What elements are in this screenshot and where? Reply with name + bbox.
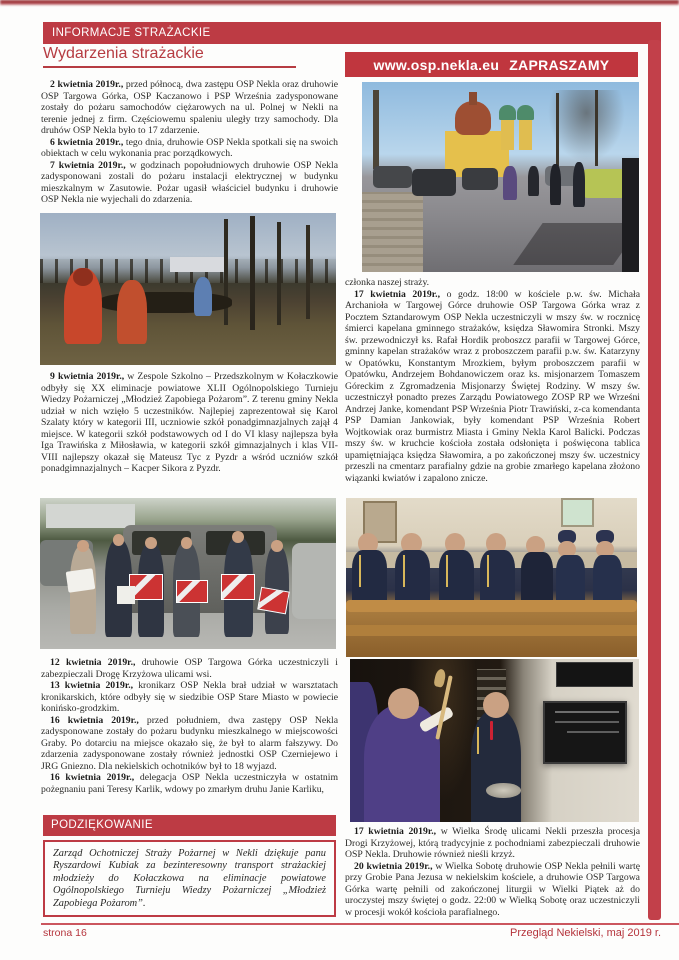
paragraph-text: o godz. 18:00 w kościele p.w. św. Michała Archanioła w Targowej Górce druhowie OSP Targowa Górka wraz z Pocztem Sztandarowym OSP Nekla uczestniczyli w mszy św. w rocznicę śmierci kapelana gminnego strażaków, księdza Sławomira Stronki. Mszy św. przewodniczył ks. Rafał Hordik proboszcz parafii w Targowej Górce, gminny kapelan strażaków wraz z proboszczem parafii p.w. św. Katarzyny w Opatówku, Konstantym Mrozkiem, byłym proboszczem parafii w Opatówku, Andrzejem Bohdanowiczem oraz ks. misjonarzem Tomaszem Góreckim z Zgromadzenia Misjonarzy Świętej Rodziny. W mszy św. uczestniczył ponadto prezes Zarządu Powiatowego ZOSP RP we Wrześni Andrzej Janke, komendant PSP Września Piotr Trawiński, z-ca komendanta PSP Damian Jankowiak, były komendant PSP Września Robert Wojtkowiak oraz burmistrz Miasta i Gminy Nekla Karol Balicki. Podczas mszy św. w kruchcie kościoła została odsłonięta i poświęcona tablica upamiętniająca księdza Sławomira, a po zakończonej mszy św. uczestnicy przeszli na cmentarz parafialny gdzie na grobie zmarłego kapelana złożono wiązanki kwiatów i zapalono znicze.	[345, 288, 640, 484]
person-orange-hoodie	[117, 280, 147, 344]
gold-aiguillette	[477, 727, 479, 753]
paragraph-text: kronikarz OSP Nekla brał udział w warsztatach kronikarskich, które odbyły się w siedzibie OSP Stare Miasto w powiecie konińsko-grodzkim.	[41, 680, 338, 714]
gold-aiguillette	[446, 555, 448, 587]
date-lead: 17 kwietnia 2019r.,	[354, 826, 437, 837]
tree-trunk	[556, 93, 559, 165]
continuation-text: członka naszej straży.	[345, 277, 430, 288]
building	[170, 257, 226, 272]
website-cta: ZAPRASZAMY	[509, 56, 610, 73]
paragraph-text: delegacja OSP Nekla uczestniczyła w ostatnim pożegnaniu pani Teresy Karlik, wdowy po zmarłym druhu Janie Karliku,	[41, 772, 338, 795]
publication-credit: Przegląd Nekielski, maj 2019 r.	[509, 927, 661, 939]
tree-trunk	[306, 225, 310, 319]
date-lead: 20 kwietnia 2019r.,	[354, 860, 433, 872]
news-block-april-12-16	[41, 657, 338, 795]
tree-trunk	[224, 219, 228, 325]
plaque-text-line	[555, 711, 619, 713]
tower-cap	[517, 105, 534, 120]
news-paragraph	[41, 137, 338, 160]
dome-lantern	[469, 92, 477, 105]
paragraph-text: w Wielka Środę ulicami Nekli przeszła procesja Drogi Krzyżowej, którą tradycyjnie z pochodniami zabezpieczali druhowie OSP Nekla. Druhowie również nieśli krzyż.	[345, 826, 640, 860]
gold-aiguillette	[487, 555, 489, 587]
paragraph-text: w Zespole Szkolno – Przedszkolnym w Kołaczkowie odbyły się XX eliminacje powiatowe XLII Ogólnopolskiego Turnieju Wiedzy Pożarniczej „Młodzież Zapobiega Pożarom”. Z terenu gminy Nekla udział w nich wzięło 5 uczestników. Najlepiej zaprezentował się Karol Szalaty który w kategorii III, uczniowie szkół ponadgimnazjalnych zajął 4 miejsce. W kategorii szkół podstawowych od I do VI klasy najlepsza była Iga Trawińska z Miłosławia, w kategorii szkół gimnazjalnych i klas VII-VIII najlepszy okazał się Mateusz Tyc z Pyzdr a wśród uczniów szkół ponadgimnazjalnych – Kacper Sikora z Pyzdr.	[41, 371, 338, 474]
church-dome	[455, 101, 491, 135]
date-lead: 6 kwietnia 2019r.,	[50, 136, 124, 148]
prize-box	[221, 574, 256, 600]
building	[46, 504, 135, 528]
news-paragraph	[345, 826, 640, 861]
date-lead: 12 kwietnia 2019r.,	[50, 657, 136, 668]
website-url: www.osp.nekla.eu	[373, 56, 500, 73]
news-paragraph	[345, 861, 640, 919]
paragraph-text: w Wielka Sobotę druhowie OSP Nekla pełnili wartę przy Grobie Pana Jezusa w nekielskim kościele, a druhowie OSP Targowa Górka wartę pełnili od zakończonej liturgii w Wielki Piątek aż do uroczystej mszy świętej o godz. 22:00 w Wielką Sobotę oraz uczestniczyli w procesji wokół kościoła parafialnego.	[345, 860, 640, 918]
thanks-body: Zarząd Ochotniczej Straży Pożarnej w Nekli dziękuje panu Ryszardowi Kubiak za bezinteresowny transport strażackiej młodzieży do Kołaczkowa na eliminacje powiatowe Ogólnopolskiego Turnieju Wiedzy Pożarniczej „Młodzież Zapobiega Pożarom”.	[53, 848, 326, 909]
page-title: Wydarzenia strażackie	[43, 45, 204, 62]
car-dark	[462, 168, 498, 191]
news-block-april-17-20	[345, 826, 640, 918]
thanks-box	[43, 840, 336, 917]
firefighter-head	[483, 692, 509, 718]
firefighter-uniform	[573, 162, 585, 208]
news-paragraph	[345, 289, 640, 485]
paragraph-text: przed północą, dwa zastępu OSP Nekla oraz druhowie OSP Targowa Górka, OSP Kaczanowo i PSP Września zadysponowane zostały do pożaru samochodów ciężarowych na ul. Polnej w Nekli na terenie jednej z firm. Częściowemu spaleniu uległy trzy samochody. Dla druhów OSP Nekla było to 17 zdarzenie.	[41, 79, 338, 136]
utility-pole	[373, 90, 379, 170]
bystander	[622, 158, 639, 272]
news-paragraph	[41, 160, 338, 206]
plaque-upper	[556, 662, 633, 687]
person-blue-shirt	[194, 277, 212, 317]
stained-window	[561, 498, 594, 527]
figure-dark	[528, 166, 539, 196]
title-underline	[43, 66, 296, 68]
holy-water-vessel	[486, 783, 521, 798]
tower-cap	[499, 105, 516, 120]
section-header-bar	[43, 22, 661, 44]
date-lead: 16 kwietnia 2019r.,	[50, 772, 135, 783]
news-paragraph	[41, 371, 338, 475]
prize-box	[176, 580, 208, 603]
gift-bag	[117, 586, 135, 604]
prize-box	[257, 586, 289, 614]
news-paragraph	[41, 772, 338, 795]
head	[271, 540, 283, 552]
date-lead: 2 kwietnia 2019r.,	[50, 79, 124, 90]
hearse	[412, 169, 456, 196]
hood	[73, 268, 94, 286]
tree-trunk	[277, 222, 281, 325]
photo-plaque-blessing	[350, 659, 639, 822]
shadow	[514, 223, 639, 265]
figure-dark	[550, 164, 561, 206]
news-paragraph	[41, 715, 338, 773]
news-block-april-2-7	[41, 79, 338, 206]
cobblestone-sidewalk	[362, 192, 423, 272]
thanks-header-label: PODZIĘKOWANIE	[51, 819, 153, 831]
footer-divider	[41, 923, 679, 925]
car	[292, 543, 336, 619]
osp-website-banner	[345, 52, 638, 77]
section-header-label: INFORMACJE STRAŻACKIE	[52, 27, 211, 39]
plaque-text-line	[567, 731, 619, 733]
news-paragraph	[41, 657, 338, 680]
paragraph-text: przed południem, dwa zastępy OSP Nekla zadysponowane zostały do pożaru budynku mieszkalnego w miejscowości Graby. Po dotarciu na miejsce okazało się, że był to alarm fałszywy. Do zdarzenia zadysponowane zostały również jednostki OSP Czerniejewo i JRG Gniezno. Dla nekielskich ochotników był to 18 wyjazd.	[41, 714, 338, 772]
paragraph-text: druhowie OSP Targowa Górka uczestniczyli i zabezpieczali Drogę Krzyżowa ulicami wsi.	[41, 657, 338, 680]
photo-church-street	[362, 82, 639, 272]
car-green	[581, 169, 628, 198]
photo-church-interior-firefighters	[346, 498, 637, 657]
date-lead: 7 kwietnia 2019r.,	[50, 159, 126, 171]
news-block-april-17-mass	[345, 277, 640, 484]
pew-rail	[346, 600, 637, 613]
news-paragraph	[41, 680, 338, 715]
paragraph-text: tego dnia, druhowie OSP Nekla spotkali się na swoich obiektach w celu wykonania prac porządkowych.	[41, 136, 338, 159]
tree-trunk	[595, 90, 598, 166]
priest-purple	[503, 166, 517, 200]
gold-aiguillette	[359, 555, 361, 587]
pew-rail	[346, 625, 637, 636]
plaque-text-line	[555, 721, 619, 723]
page-top-scan-edge	[0, 0, 679, 5]
date-lead: 9 kwietnia 2019r.,	[50, 371, 125, 382]
thanks-header-bar	[43, 815, 336, 836]
date-lead: 13 kwietnia 2019r.,	[50, 680, 134, 691]
date-lead: 16 kwietnia 2019r.,	[50, 714, 139, 726]
tree-trunk	[250, 216, 255, 330]
news-paragraph	[41, 79, 338, 137]
uniform-tie	[490, 721, 493, 741]
church-tower	[519, 116, 533, 150]
paragraph-text: w godzinach popołudniowych druhowie OSP Nekla zadysponowani zostali do pożaru instalacji elektrycznej w budynku mieszkalnym w Zasutowie. Pożar ugasił właściciel budynku i druhowie OSP Nekla nie wyjechali do zdarzenia.	[41, 159, 338, 205]
page-number: strona 16	[43, 927, 87, 939]
news-block-april-9	[41, 371, 338, 475]
right-frame-bar	[648, 40, 661, 920]
photo-contest-group	[40, 498, 336, 649]
church-tower	[501, 116, 515, 150]
date-lead: 17 kwietnia 2019r.,	[354, 288, 441, 300]
gold-aiguillette	[403, 555, 405, 587]
photo-yard-work	[40, 213, 336, 365]
white-envelope	[65, 569, 94, 594]
car-dark	[373, 166, 412, 189]
